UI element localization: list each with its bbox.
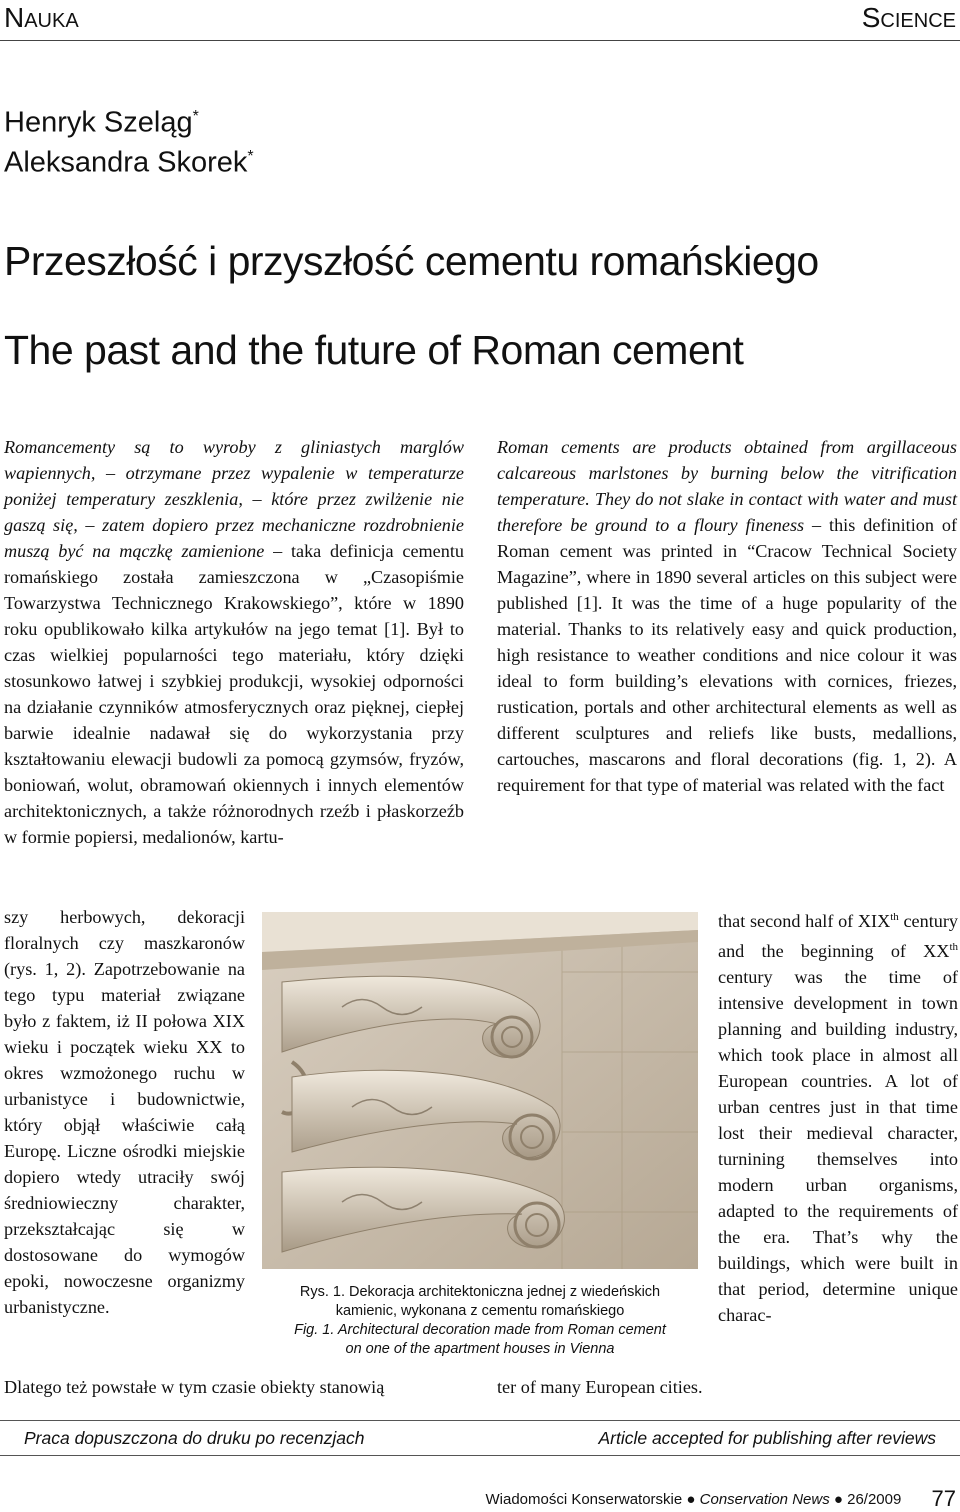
column-en-narrow: [718, 904, 958, 1328]
abstract-en: Roman cements are products obtained from argillaceous calcareous marlstones by burning below the vitrification temperature. They do not slake in contact with water and must therefore be ground to a floury fineness: [497, 437, 957, 535]
bullet-icon: ●: [833, 1491, 848, 1508]
caption-en-line1: Fig. 1. Architectural decoration made from Roman cement: [294, 1322, 666, 1338]
journal-footer: [485, 1486, 956, 1512]
body-pl-c: Dlatego też powstałe w tym czasie obiekty stanowią: [4, 1377, 385, 1397]
review-notice-bar: [0, 1420, 960, 1456]
title-pl: Przeszłość i przyszłość cementu romańskiego: [4, 238, 819, 284]
column-en-upper: [497, 434, 957, 798]
header-rule: [0, 40, 960, 41]
author-1: Henryk Szeląg*: [4, 106, 199, 139]
corbel-illustration: [262, 912, 698, 1269]
body-pl-a: – taka definicja cementu romańskiego została zamieszczona w „Czasopiśmie Towarzystwa Technicznego Krakowskiego”, które w 1890 roku opublikowało kilka artykułów na jego temat [1]. Był to czas wielkiej popularności tego materiału, który dzięki stosunkowo łatwej i szybkiej produkcji, wysokiej odporności na działanie czynników atmosferycznych oraz pięknej, ciepłej barwie idealnie nadawał się do wykorzystania przy kształtowaniu elewacji budowli za pomocą gzymsów, fryzów, boniowań, wolut, obramowań okiennych i innych elementów architektonicznych, a także różnorodnych rzeźb i płaskorzeźb w formie popiersi, medalionów, kartu-: [4, 541, 464, 847]
caption-en-line2: on one of the apartment houses in Vienna: [345, 1341, 615, 1357]
author-2: Aleksandra Skorek*: [4, 146, 254, 179]
page-number: 77: [931, 1486, 956, 1511]
journal-name-en: Conservation News: [699, 1491, 830, 1508]
section-label-en: Science: [861, 2, 956, 33]
body-en-a: – this definition of Roman cement was printed in “Cracow Technical Society Magazine”, where in 1890 several articles on this subject were published [1]. It was the time of a huge popularity of the material. Thanks to its relatively easy and quick production, high resistance to weather conditions and nice colour it was ideal to form building’s elevations with cornices, friezes, rustication, portals and other architectural elements as well as different sculptures and reliefs like busts, medallions, cartouches, mascarons and floral decorations (fig. 1, 2). A requirement for that type of material was related with the fact: [497, 515, 958, 795]
figure-photo: [262, 912, 698, 1269]
caption-pl-line1: Rys. 1. Dekoracja architektoniczna jednej z wiedeńskich: [299, 1284, 661, 1300]
body-en-b: that second half of XIXth century and the beginning of XXth century was the time of intensive development in town planning and building industry, which took place in almost all European countries. A lot of urban centres just in that time lost their medieval character, turnining themselves into modern urban organisms, adapted to the requirements of the era. That’s why the buildings, which were built in that period, determine unique charac-: [718, 911, 958, 1326]
title-en: The past and the future of Roman cement: [4, 327, 744, 373]
bullet-icon: ●: [686, 1491, 700, 1508]
abstract-pl: Romancementy są to wyroby z gliniastych marglów wapiennych, – otrzymane przez wypalenie w temperaturze poniżej temperatury zeszklenia, – które przez zwilżenie nie gaszą się, – zatem dopiero przez mechaniczne rozdrobnienie muszą być na mączkę zamienione: [4, 437, 464, 561]
journal-issue: 26/2009: [847, 1491, 902, 1508]
figure-caption: [262, 1283, 698, 1359]
section-label-pl: Nauka: [4, 2, 79, 33]
column-pl-narrow: [4, 904, 245, 1320]
journal-name-pl: Wiadomości Konserwatorskie: [485, 1491, 683, 1508]
body-en-c: ter of many European cities.: [497, 1377, 703, 1397]
review-notice-en: Article accepted for publishing after reviews: [598, 1427, 936, 1448]
review-notice-pl: Praca dopuszczona do druku po recenzjach: [24, 1427, 365, 1448]
body-pl-b: szy herbowych, dekoracji floralnych czy maszkaronów (rys. 1, 2). Zapotrzebowanie na tego typu materiał związane było z faktem, iż II połowa XIX wieku i początek wieku XX to okres wzmożonego ruchu w urbanistyce i budownictwie, który objął właściwie całą Europę. Liczne ośrodki miejskie dopiero wtedy utraciły swój średniowieczny charakter, przekształcając się w dostosowane do wymogów epoki, nowoczesne organizmy urbanistyczne.: [4, 907, 245, 1317]
caption-pl-line2: kamienic, wykonana z cementu romańskiego: [335, 1303, 625, 1319]
column-pl-upper: [4, 434, 464, 850]
